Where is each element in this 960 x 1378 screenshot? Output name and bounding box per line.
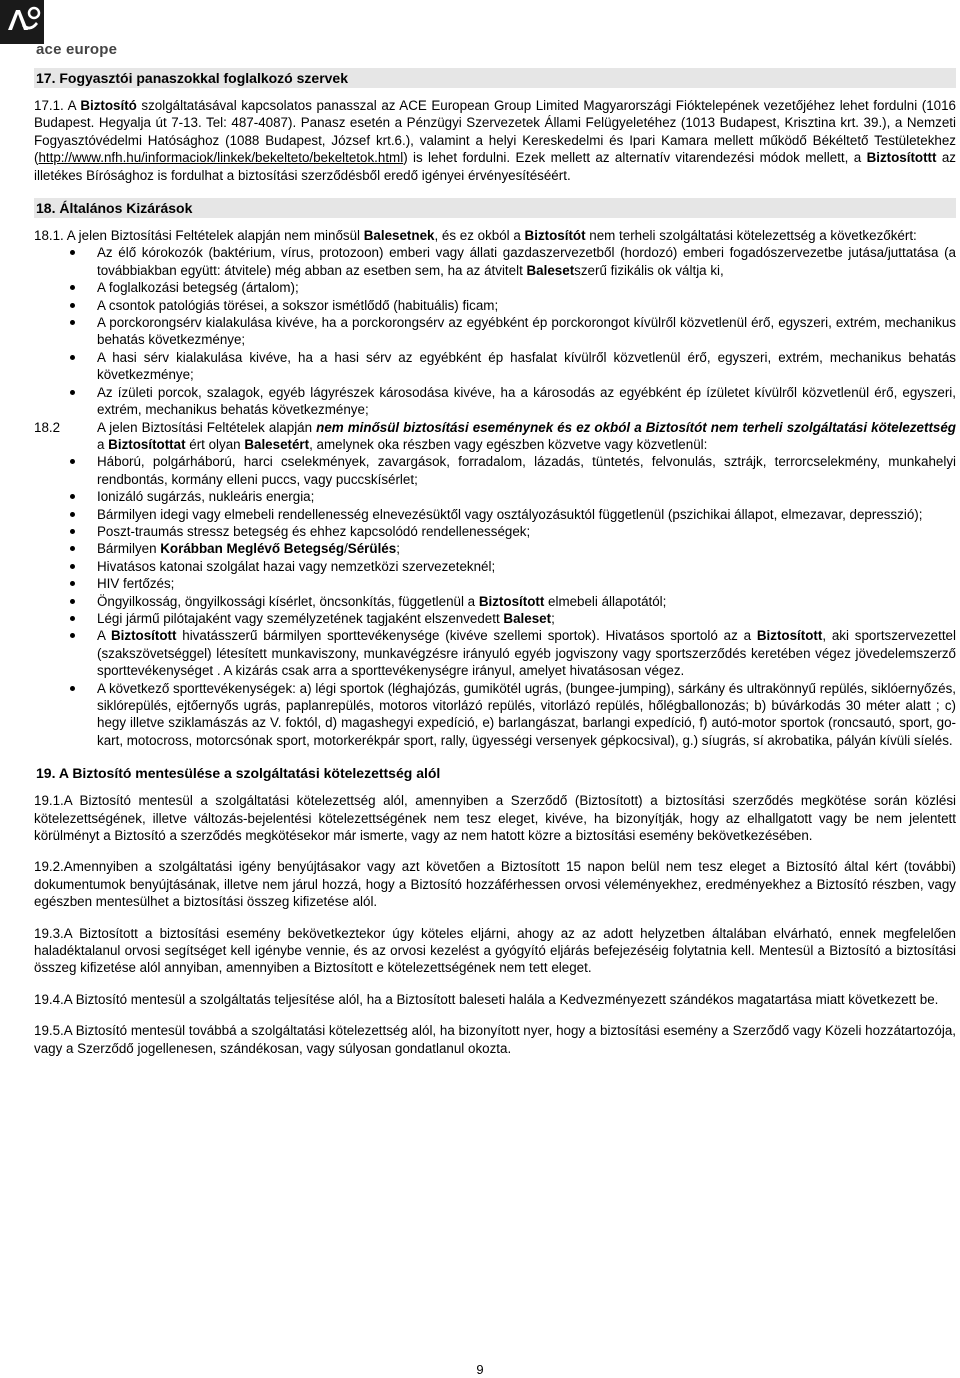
ace-logo-mark — [0, 0, 44, 44]
list-item: Háború, polgárháború, harci cselekmények, zavargások, forradalom, lázadás, tüntetés, felvonulás, sztrájk, terrorcselekmény, munkahelyi rendbontás, kormány elleni puccs, vagy puccskísérlet; — [34, 453, 956, 488]
section-19-2: 19.2.Amennyiben a szolgáltatási igény benyújtásakor vagy azt követően a Biztosított 15 napon belül nem tesz eleget a Biztosító által kért (további) dokumentumok benyújtásának, illetve nem járul hozzá, hogy a Biztosító hozzáférhessen orvosi véleményekhez, eredményekhez a Biztosító részben, vagy egészben mentesülhet a biztosítási összeg kifizetése alól. — [34, 859, 956, 910]
list-item: Poszt-traumás stressz betegség és ehhez kapcsolódó rendellenességek; — [34, 523, 956, 540]
section-19-5: 19.5.A Biztosító mentesül továbbá a szolgáltatási kötelezettség alól, ha bizonyított nyer, hogy a biztosítási esemény a Szerződő vagy Közeli hozzátartozója, vagy a Szerződő jogellenesen, szándékosan, vagy súlyosan gondatlanul okozta. — [34, 1023, 956, 1056]
exclusions-list-18-1 — [34, 244, 956, 418]
list-item: Ionizáló sugárzás, nukleáris energia; — [34, 488, 956, 505]
section-17-title: 17. Fogyasztói panaszokkal foglalkozó szervek — [34, 68, 956, 88]
section-19-3: 19.3.A Biztosított a biztosítási esemény bekövetkeztekor úgy köteles eljárni, ahogy az az adott helyzetben általában elvárható, ennek megfelelően haladéktalanul orvosi segítséget kell igénybe vennie, és az orvosi kezelést a gyógyító eljárás befejezéséig folytatnia kell. Mentesül a Biztosító a biztosítási összeg kifizetése alól annyiban, amennyiben a Biztosított e kötelezettségének nem tett eleget. — [34, 925, 956, 976]
list-item: Hivatásos katonai szolgálat hazai vagy nemzetközi szervezeteknél; — [34, 558, 956, 575]
list-item: A csontok patológiás törései, a sokszor ismétlődő (habituális) ficam; — [34, 297, 956, 314]
page-number: 9 — [476, 1362, 484, 1377]
list-item: Az ízületi porcok, szalagok, egyéb lágyrészek károsodása kivéve, ha a károsodás az egyébként ép ízületet kívülről közvetlenül érő, egyszeri, extrém, mechanikus behatás következménye; — [34, 384, 956, 419]
section-19-4: 19.4.A Biztosító mentesül a szolgáltatás teljesítése alól, ha a Biztosított baleseti halála a Kedvezményezett szándékos magatartása miatt következett be. — [34, 991, 939, 1007]
section-18-1-intro: 18.1. A jelen Biztosítási Feltételek alapján nem minősül Balesetnek, és ez okból a Biztosítót nem terheli szolgáltatási kötelezettség a következőkért: — [34, 228, 917, 244]
exclusions-list-18-2 — [34, 453, 956, 749]
list-item: A következő sporttevékenységek: a) légi sportok (léghajózás, gumikötél ugrás, (bungee-jumping), sárkány és ultrakönnyű repülés, siklóernyőzés, siklórepülés, ejtőernyős ugrás, paplanrepülés, motoros vitorlázó repülés, vitorlázó repülés, hőlégballonozás; b) búvárkodás 30 méter alatt ; c) hegy illetve sziklamászás az V. foktól, d) magashegyi expedíció, e) barlangászat, barlangi expedíció, f) autó-motor sportok (roncsautó, sport, go-kart, motocross, motorcsónak sport, motorkerékpár sport, rally, ügyességi versenyek gépkocsival), g.) síugrás, sí akrobatika, pályán kívüli síelés. — [34, 680, 956, 750]
document-body — [34, 68, 956, 1057]
ace-europe-logo — [0, 0, 130, 62]
list-item: Bármilyen Korábban Meglévő Betegség/Sérülés; — [34, 540, 956, 557]
list-item: A foglalkozási betegség (ártalom); — [34, 279, 956, 296]
list-item: A Biztosított hivatásszerű bármilyen sporttevékenysége (kivéve szellemi sportok). Hivatásos sportoló az a Biztosított, aki sportszervezettel (szakszövetséggel) létesített munkaviszony, munkavégzésre irányuló egyéb jogviszony vagy sportszerződés keretében végez jövedelemszerző sporttevékenységet . A kizárás csak arra a sporttevékenységre irányul, amelyet hivatásosan végez. — [34, 627, 956, 679]
list-item: A hasi sérv kialakulása kivéve, ha a hasi sérv az egyébként ép hasfalat kívülről közvetlenül érő, egyszeri, extrém, mechanikus behatás következménye; — [34, 349, 956, 384]
list-item: A porckorongsérv kialakulása kivéve, ha a porckorongsérv az egyébként ép porckorongot kívülről közvetlenül érő, egyszeri, extrém, mechanikus behatás következménye; — [34, 314, 956, 349]
section-18-2-text: A jelen Biztosítási Feltételek alapján nem minősül biztosítási eseménynek és ez okból a Biztosítót nem terheli szolgáltatási kötelezettség a Biztosítottat ért olyan Balesetért, amelynek oka részben vagy egészben közvetve vagy közvetlenül: — [97, 419, 956, 452]
list-item: Az élő kórokozók (baktérium, vírus, protozoon) emberi vagy állati gazdaszervezetből (hordozó) emberi fogadószervezetbe jutása/juttatása (a továbbiakban együtt: átvitele) még abban az esetben sem, ha az átvitelt Balesetszerű fizikális ok váltja ki, — [34, 244, 956, 279]
section-18-title: 18. Általános Kizárások — [34, 198, 956, 218]
section-19-title: 19. A Biztosító mentesülése a szolgáltatási kötelezettség alól — [36, 765, 441, 782]
logo-text: ace europe — [36, 41, 118, 58]
list-item: Légi jármű pilótajaként vagy személyzetének tagjaként elszenvedett Baleset; — [34, 610, 956, 627]
section-19-1: 19.1.A Biztosító mentesül a szolgáltatási kötelezettség alól, amennyiben a Szerződő (Biztosított) a biztosítási szerződés megkötése során közlési kötelezettségének, illetve változás-bejelentési kötelezettségének nem tesz eleget, kivéve, ha bizonyítják, hogy az elhallgatott vagy be nem jelentett körülményt a Biztosító a szerződés megkötésekor már ismerte, vagy az nem hatott közre a biztosítási esemény bekövetkezésében. — [34, 793, 956, 844]
nfh-link[interactable]: http://www.nfh.hu/informaciok/linkek/bekelteto/bekeltetok.html — [38, 150, 404, 166]
section-18-2 — [34, 419, 956, 454]
section-number: 18.2 — [34, 419, 61, 435]
ace-logo-icon — [0, 0, 44, 44]
list-item: HIV fertőzés; — [34, 575, 956, 592]
section-17-paragraph: 17.1. A Biztosító szolgáltatásával kapcsolatos panasszal az ACE European Group Limited Magyarországi Fióktelepének vezetőjéhez lehet fordulni (1016 Budapest. Hegyalja út 7-13. Tel: 487-4087). Panasz esetén a Pénzügyi Szervezetek Állami Felügyeletéhez (1013 Budapest, Krisztina krt. 39.), a Nemzeti Fogyasztóvédelmi Hatósághoz (1088 Budapest, József krt.6.), valamint a helyi Kereskedelmi és Ipari Kamara mellett működő Békéltető Testületekhez (http://www.nfh.hu/informaciok/linkek/bekelteto/bekeltetok.html) is lehet fordulni. Ezek mellett az alternatív vitarendezési módok mellett, a Biztosítottt az illetékes Bírósághoz is fordulhat a biztosítási szerződésből eredő igényei érvényesítéséért. — [34, 98, 956, 183]
list-item: Bármilyen idegi vagy elmebeli rendellenesség elnevezésüktől vagy osztályozásuktól függetlenül (pszichikai állapot, elmezavar, depresszió); — [34, 506, 956, 523]
list-item: Öngyilkosság, öngyilkossági kísérlet, öncsonkítás, függetlenül a Biztosított elmebeli állapotától; — [34, 593, 956, 610]
